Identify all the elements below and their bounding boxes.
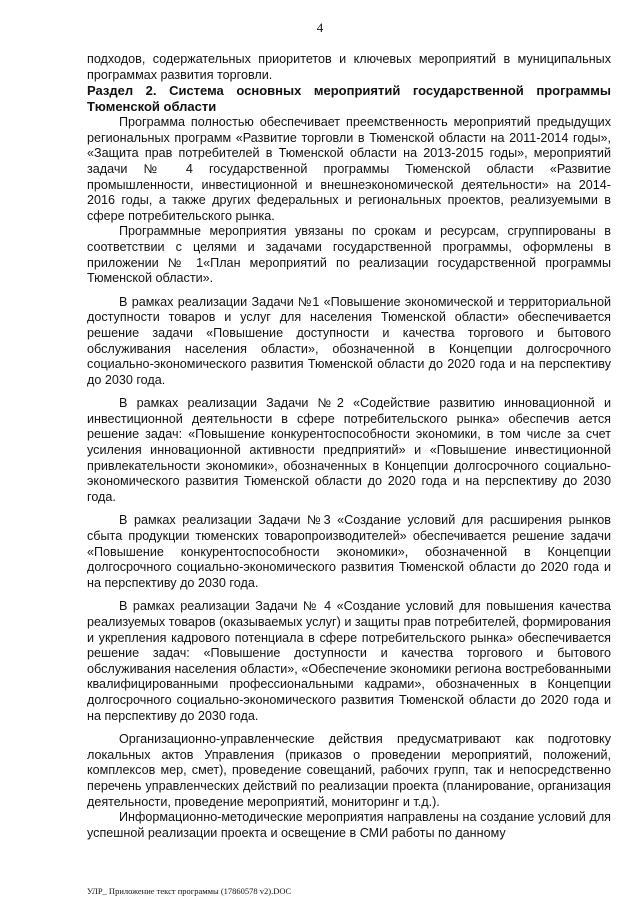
body-paragraph: В рамках реализации Задачи №1 «Повышение экономической и территориальной доступности товаров и услуг для населения Тюменской области» обеспечивается решение задачи «Повышение доступности и качества торгового и бытового обслуживания населения области», обозначенной в Концепции долгосрочного социально-экономического развития Тюменской области до 2020 года и на перспективу до 2030 года. (87, 294, 611, 387)
body-paragraph: Информационно-методические мероприятия направлены на создание условий для успешной реализации проекта и освещение в СМИ работы по данному (87, 810, 611, 840)
body-paragraph: В рамках реализации Задачи №3 «Создание условий для расширения рынков сбыта продукции тюменских товаропроизводителей» обеспечивается решение задачи «Повышение конкурентоспособности экономики», обозначенной в Концепции долгосрочного социально-экономического развития Тюменской области до 2020 года и на перспективу до 2030 года. (87, 513, 611, 590)
document-footer: УЛР_ Приложение текст программы (17860578 v2).DOC (87, 886, 292, 896)
body-paragraph: Программные мероприятия увязаны по срокам и ресурсам, сгруппированы в соответствии с целями и задачами государственной программы, оформлены в приложении № 1«План мероприятий по реализации государственной программы Тюменской области». (87, 224, 611, 286)
body-paragraph: В рамках реализации Задачи №2 «Содействие развитию инновационной и инвестиционной деятельности в сфере потребительского рынка» обеспечив ается решение задач: «Повышение конкурентоспособности экономики, в том числе за счет усиления инновационной активности предприятий» и «Повышение инвестиционной привлекательности экономики», обозначенных в Концепции долгосрочного социально-экономического развития Тюменской области до 2020 года и на перспективу до 2030 года. (87, 396, 611, 504)
body-paragraph: Программа полностью обеспечивает преемственность мероприятий предыдущих региональных программ «Развитие торговли в Тюменской области на 2011-2014 годы», «Защита прав потребителей в Тюменской области на 2013-2015 годы», мероприятий задачи № 4 государственной программы Тюменской области «Развитие промышленности, инвестиционной и внешнеэкономической деятельности» на 2014-2016 годы, а также других федеральных и региональных проектов, реализуемыми в сфере потребительского рынка. (87, 115, 611, 223)
page-number: 4 (316, 20, 324, 35)
body-paragraph: Организационно-управленческие действия предусматривают как подготовку локальных актов Управления (приказов о проведении мероприятий, положений, комплексов мер, смет), проведение совещаний, рабочих групп, так и непосредственно перечень управленческих действий по реализации проекта (планирование, организация деятельности, проведение мероприятий, мониторинг и т.д.). (87, 732, 611, 809)
document-body (87, 52, 611, 841)
section-title: Раздел 2. Система основных мероприятий государственной программы Тюменской области (87, 83, 611, 115)
body-paragraph: В рамках реализации Задачи № 4 «Создание условий для повышения качества реализуемых товаров (оказываемых услуг) и защиты прав потребителей, формирования и укрепления кадрового потенциала в сфере потребительского рынка» обеспечивается решение задач: «Повышение доступности и качества торгового и бытового обслуживания населения области», «Обеспечение экономики региона востребованными квалифицированными профессиональными кадрами», обозначенных в Концепции долгосрочного социально-экономического развития Тюменской области до 2020 года и на перспективу до 2030 года. (87, 599, 611, 723)
continuation-paragraph: подходов, содержательных приоритетов и ключевых мероприятий в муниципальных программах развития торговли. (87, 52, 611, 82)
